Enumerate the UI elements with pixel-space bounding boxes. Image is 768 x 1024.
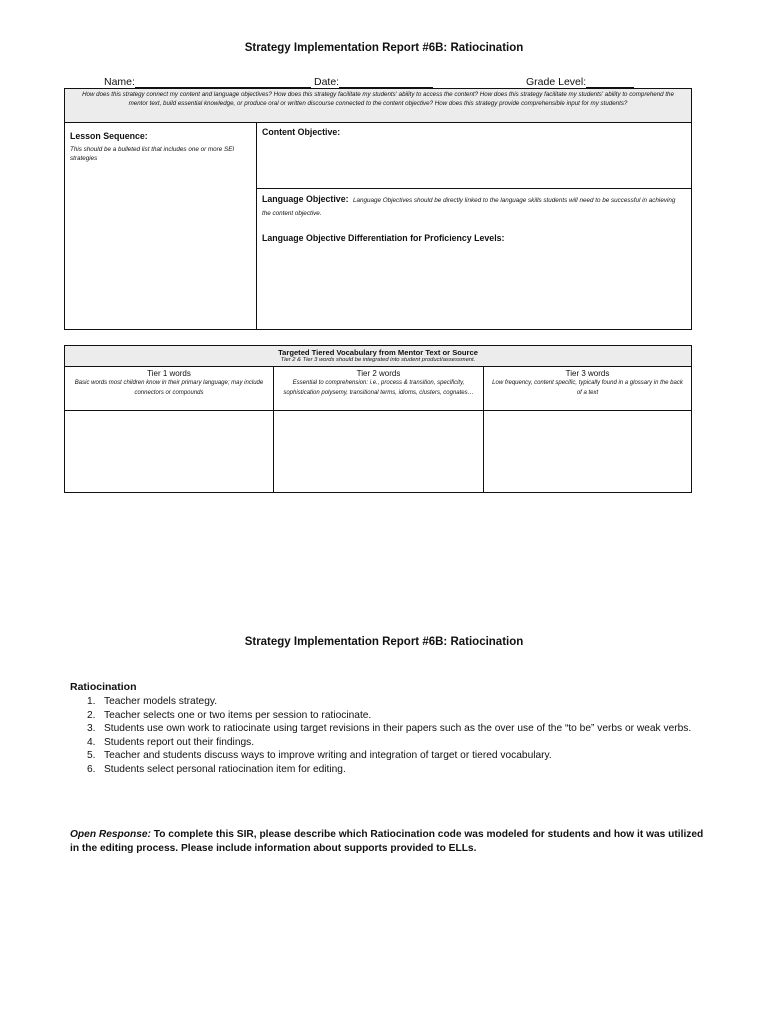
open-response-text: To complete this SIR, please describe which Ratiocination code was modeled for students and how it was utilized in the editing process. Please include information about supports provided to ELLs. [70,829,704,854]
language-objective-cell[interactable] [257,189,691,329]
grade-blank[interactable] [586,77,634,88]
tier1-header [65,367,274,410]
list-item: 3. Students use own work to ratiocinate using target revisions in their papers such as the over use of the “to be” verbs or weak verbs. [87,723,692,735]
strategy-table [64,88,692,330]
vocabulary-title: Targeted Tiered Vocabulary from Mentor Text or Source [278,348,478,357]
list-item: 6. Students select personal ratiocination item for editing. [87,763,346,775]
lesson-sequence-label: Lesson Sequence: [70,131,148,141]
tier2-desc: Essential to comprehension: i.e., process & transition, specificity, sophistication polysemy, transitional terms, idioms, clusters, cognates… [283,380,474,396]
tier3-name: Tier 3 words [565,369,610,378]
list-item: 4. Students report out their findings. [87,736,255,748]
name-label: Name: [104,76,135,88]
date-field[interactable] [314,76,433,88]
language-objective-block: Language Objective: Language Objectives should be directly linked to the language skills students will need to be successful in achieving the content objective. [262,194,676,217]
language-objective-note: Language Objectives should be directly linked to the language skills students will need to be successful in achieving the content objective. [262,197,676,217]
tier3-desc: Low frequency, content specific, typically found in a glossary in the back of a text [492,380,683,396]
list-item: 2. Teacher selects one or two items per session to ratiocinate. [87,709,372,721]
list-item: 5. Teacher and students discuss ways to improve writing and integration of target or tiered vocabulary. [87,750,552,762]
tier3-entry-cell[interactable] [484,411,691,492]
tier2-entry-cell[interactable] [274,411,484,492]
tier-header-row [65,367,691,411]
date-label: Date: [314,76,340,88]
tier1-entry-cell[interactable] [65,411,274,492]
open-response-label: Open Response: [70,829,151,840]
tier1-name: Tier 1 words [147,369,191,378]
differentiation-label: Language Objective Differentiation for Proficiency Levels: [262,233,505,243]
guiding-questions: How does this strategy connect my content and language objectives? How does this strategy facilitate my students' ability to access the content? How does this strategy facilitate my students' ability to comprehend the mentor text, build essential knowledge, or produce oral or written discourse connected to the content objective? How does this strategy provide comprehensible input for my students? [65,89,691,123]
ratiocination-heading: Ratiocination [70,681,137,693]
name-field[interactable] [104,76,311,88]
ratiocination-steps [70,695,710,777]
open-response-prompt [70,828,710,856]
content-objective-cell[interactable] [257,123,691,189]
tier1-desc: Basic words most children know in their primary language; may include connectors or compounds [74,380,264,396]
date-blank[interactable] [339,77,433,88]
language-objective-label: Language Objective [262,194,346,204]
lesson-sequence-note: This should be a bulleted list that includes one or more SEI strategies [70,146,235,162]
vocabulary-table-header [65,346,691,367]
grade-label: Grade Level: [526,76,587,88]
tier3-header [484,367,691,410]
vocabulary-table [64,345,692,493]
content-objective-label: Content Objective: [262,127,341,137]
lesson-sequence-cell[interactable] [65,123,257,329]
name-blank[interactable] [135,77,311,88]
page-title: Strategy Implementation Report #6B: Ratiocination [244,42,524,54]
grade-field[interactable] [526,76,634,88]
vocabulary-subtitle: Tier 2 & Tier 3 words should be integrated into student product/assessment. [280,357,476,363]
list-item: 1. Teacher models strategy. [87,696,218,707]
tier2-header [274,367,484,410]
tier2-name: Tier 2 words [356,369,401,378]
page2-title: Strategy Implementation Report #6B: Ratiocination [244,636,524,648]
tier-entry-row [65,411,691,492]
